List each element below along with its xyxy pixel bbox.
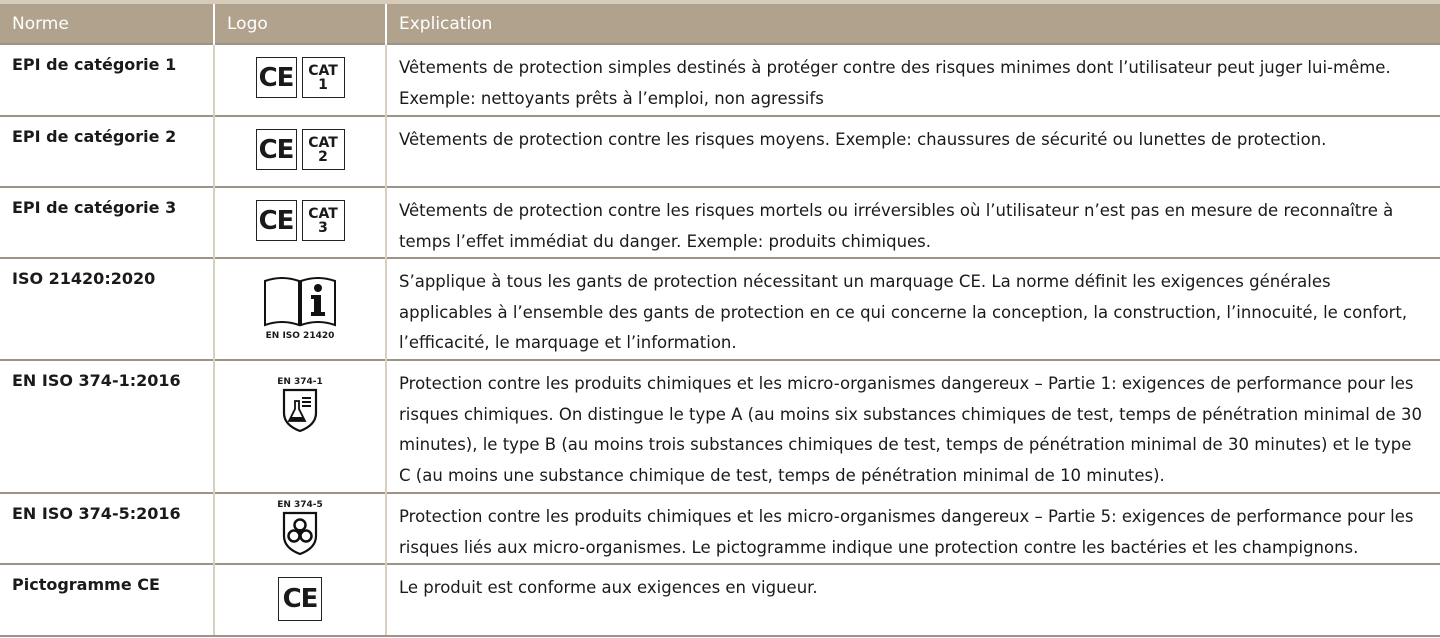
header-logo: Logo [214, 2, 386, 44]
table-row [0, 493, 1440, 564]
cat-3-icon: CAT 3 [302, 200, 345, 241]
row-norme: EPI de catégorie 1 [0, 44, 214, 116]
ce-mark-icon: CE [256, 57, 297, 98]
row-logo [214, 187, 386, 258]
manual-info-icon [216, 273, 384, 341]
cat-1-icon: CAT 1 [302, 57, 345, 98]
row-norme: EPI de catégorie 3 [0, 187, 214, 258]
ce-mark-icon: CE [256, 200, 297, 241]
row-explication: S’applique à tous les gants de protection nécessitant un marquage CE. La norme définit les exigences générales applicables à l’ensemble des gants de protection en ce qui concerne la conception, la construction, l’innocuité, le confort, l’efficacité, le marquage et l’information. [386, 258, 1440, 360]
row-logo [214, 44, 386, 116]
table-row [0, 116, 1440, 187]
table-row [0, 258, 1440, 360]
row-norme: ISO 21420:2020 [0, 258, 214, 360]
table-row [0, 44, 1440, 116]
row-explication: Vêtements de protection contre les risques mortels ou irréversibles où l’utilisateur n’est pas en mesure de reconnaître à temps l’effet immédiat du danger. Exemple: produits chimiques. [386, 187, 1440, 258]
ce-mark-icon: CE [278, 577, 322, 621]
row-explication: Protection contre les produits chimiques et les micro-organismes dangereux – Partie 1: exigences de performance pour les risques chimiques. On distingue le type A (au moins six substances chimiques de test, temps de pénétration minimal de 30 minutes), le type B (au moins trois substances chimiques de test, temps de pénétration minimal de 30 minutes) et le type C (au moins une substance chimique de test, temps de pénétration minimal de 10 minutes). [386, 360, 1440, 493]
row-explication: Le produit est conforme aux exigences en vigueur. [386, 564, 1440, 636]
row-logo [214, 116, 386, 187]
row-explication: Protection contre les produits chimiques et les micro-organismes dangereux – Partie 5: exigences de performance pour les risques liés aux micro-organismes. Le pictogramme indique une protection contre les bactéries et les champignons. [386, 493, 1440, 564]
biohazard-shield-icon [216, 500, 384, 556]
table-row [0, 187, 1440, 258]
header-row [0, 2, 1440, 44]
row-explication: Vêtements de protection simples destinés à protéger contre des risques minimes dont l’utilisateur peut juger lui-même. Exemple: nettoyants prêts à l’emploi, non agressifs [386, 44, 1440, 116]
row-logo [214, 564, 386, 636]
chemical-shield-icon [216, 377, 384, 433]
pictogram-label: EN ISO 21420 [265, 331, 335, 341]
row-norme: EPI de catégorie 2 [0, 116, 214, 187]
row-logo [214, 493, 386, 564]
row-norme: EN ISO 374-1:2016 [0, 360, 214, 493]
row-logo [214, 258, 386, 360]
row-norme: Pictogramme CE [0, 564, 214, 636]
cat-2-icon: CAT 2 [302, 129, 345, 170]
header-explication: Explication [386, 2, 1440, 44]
pictogram-label: EN 374-1 [277, 377, 323, 387]
row-norme: EN ISO 374-5:2016 [0, 493, 214, 564]
row-logo [214, 360, 386, 493]
table-row [0, 360, 1440, 493]
pictogram-label: EN 374-5 [277, 500, 323, 510]
table-row [0, 564, 1440, 636]
ce-mark-icon: CE [256, 129, 297, 170]
header-norme: Norme [0, 2, 214, 44]
row-explication: Vêtements de protection contre les risques moyens. Exemple: chaussures de sécurité ou lunettes de protection. [386, 116, 1440, 187]
